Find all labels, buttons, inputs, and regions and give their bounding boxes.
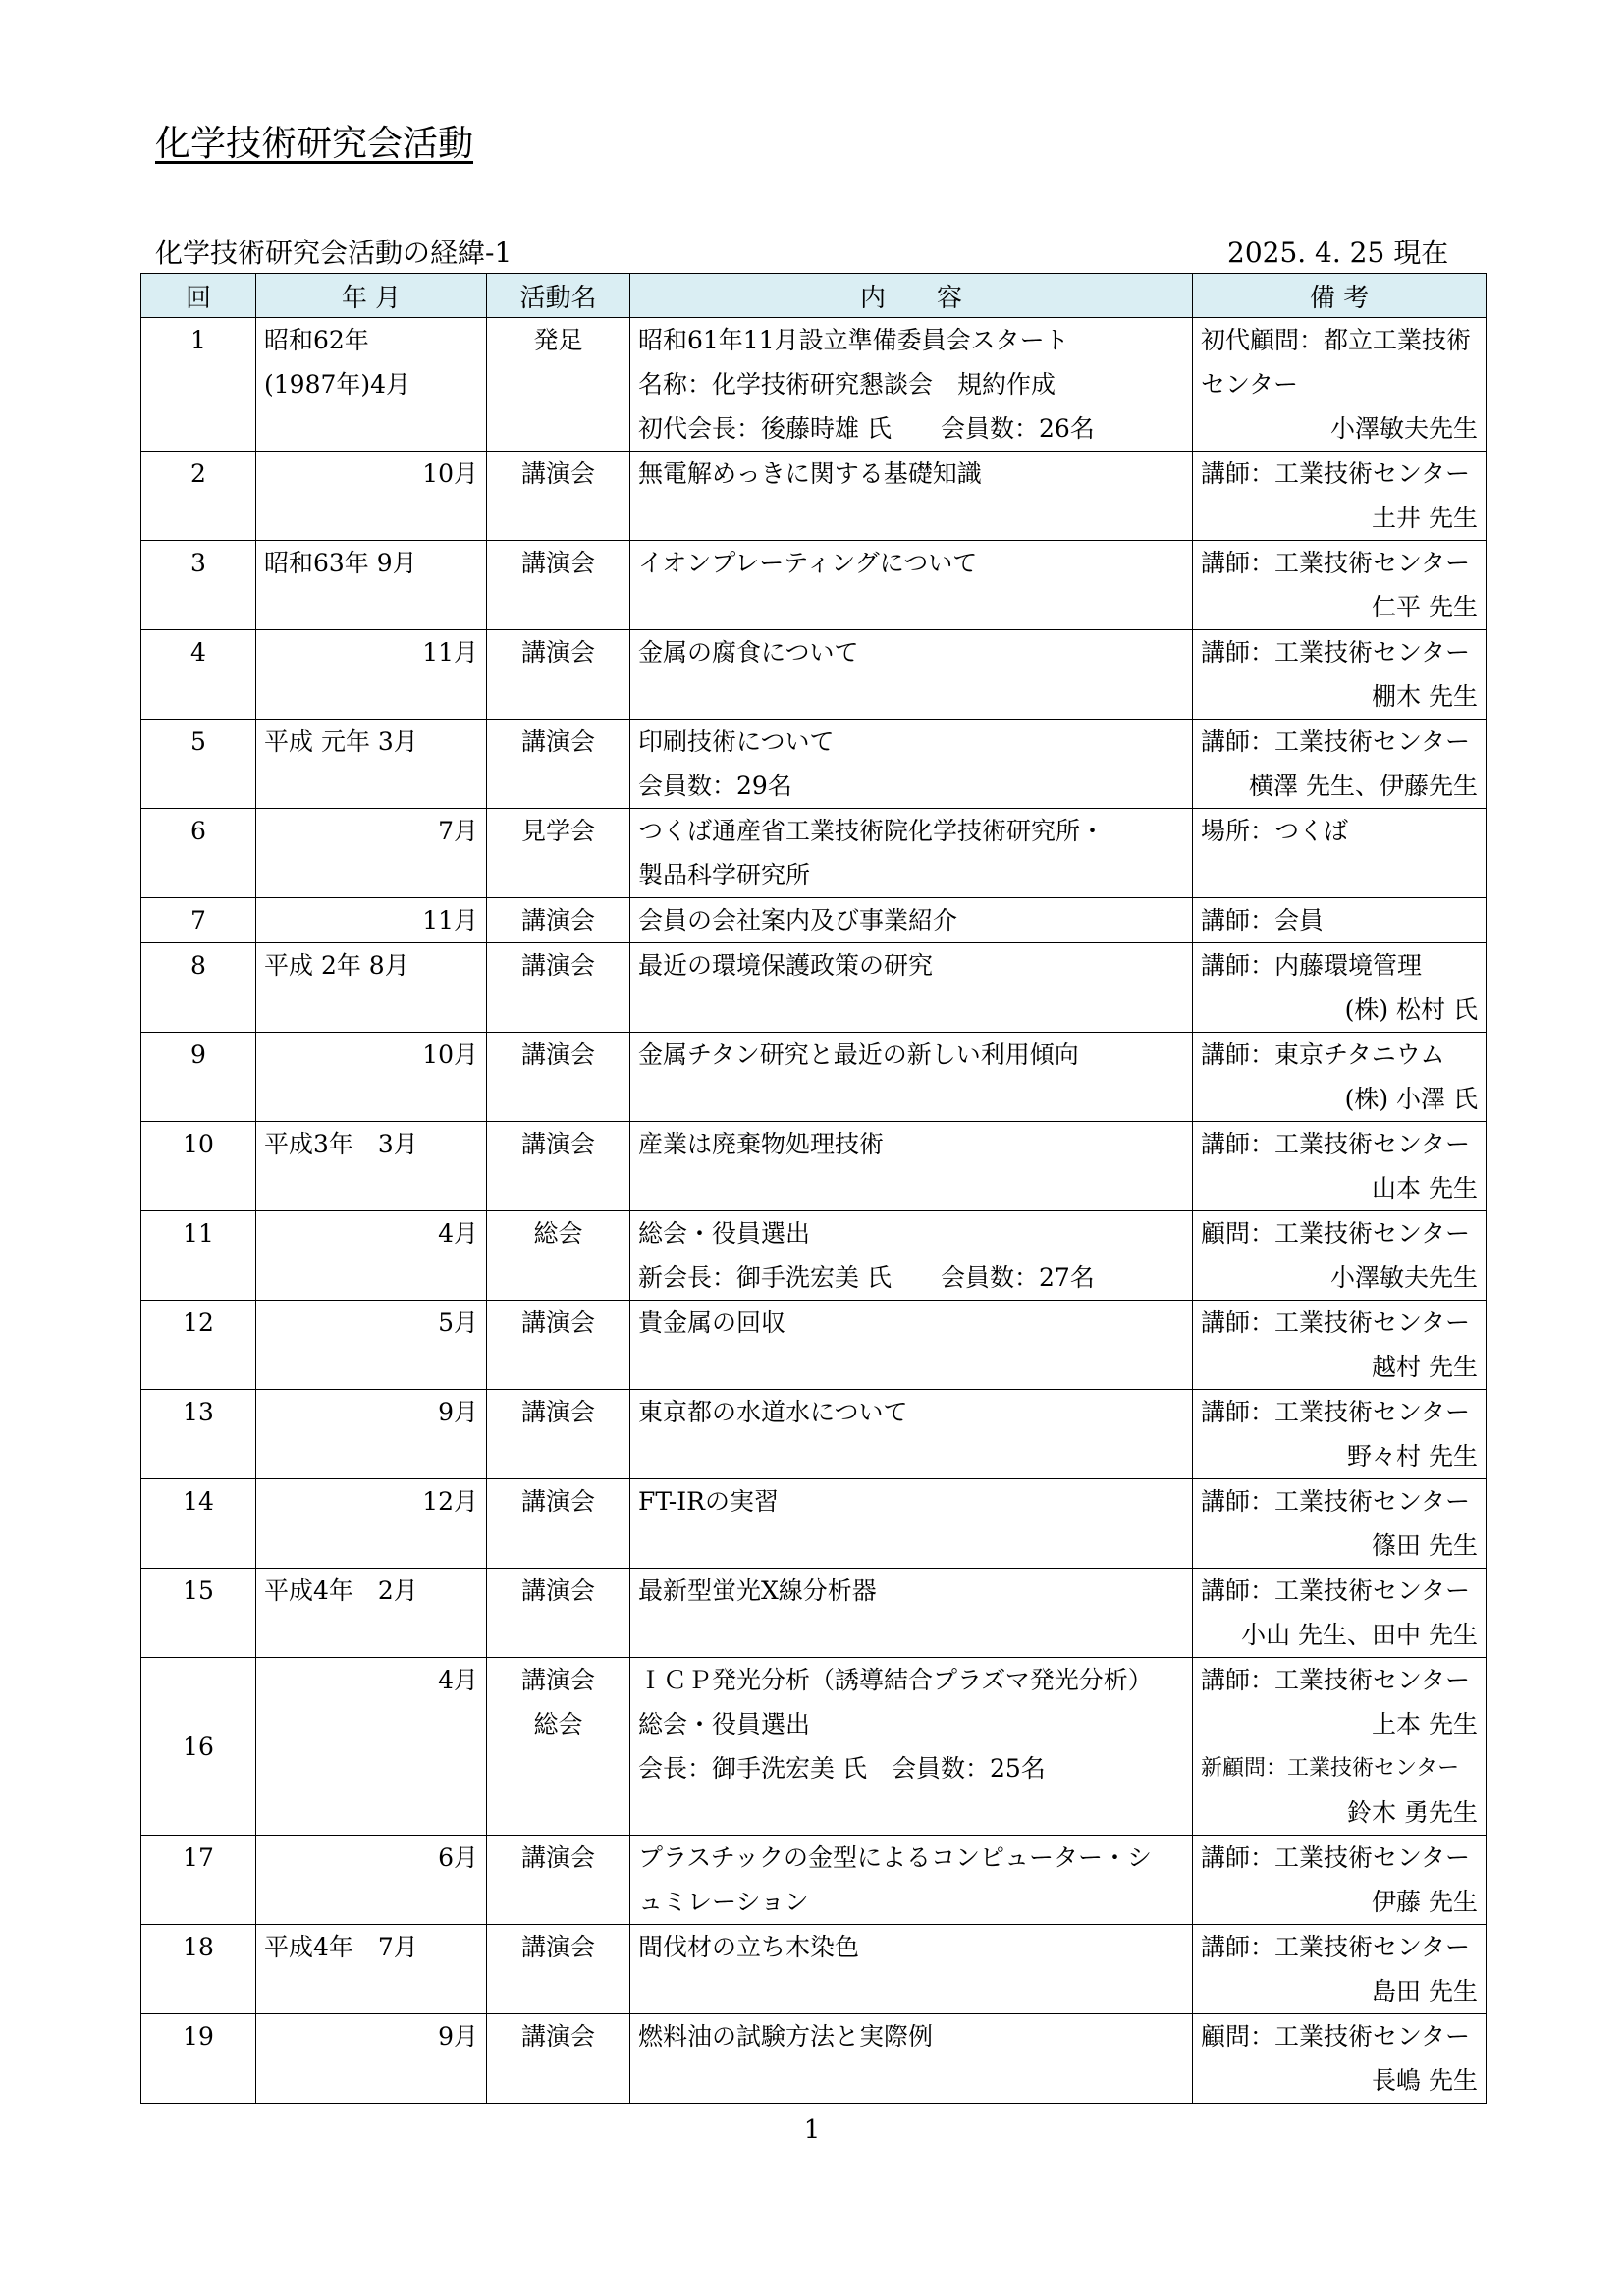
remarks-text: 顧問：工業技術センター (1201, 2022, 1471, 2051)
activity-name: 講演会 (520, 906, 595, 934)
content-text: 金属の腐食について (638, 638, 859, 667)
year-month-text: (1987年)4月 (264, 370, 411, 399)
cell-remarks (1193, 1390, 1487, 1479)
cell-remarks (1193, 2014, 1487, 2104)
activity-name: 講演会 (520, 1843, 595, 1872)
cell-number (141, 1658, 256, 1836)
content-text: 東京都の水道水について (638, 1398, 908, 1426)
cell-activity (487, 452, 630, 541)
cell-number (141, 898, 256, 943)
cell-activity (487, 898, 630, 943)
row-number: 7 (190, 906, 206, 934)
cell-year-month (256, 541, 487, 630)
content-text: イオンプレーティングについて (638, 549, 978, 577)
cell-content (630, 1658, 1193, 1836)
content-text: 印刷技術について (638, 727, 835, 756)
row-number: 8 (190, 951, 206, 980)
year-month-text: 10月 (422, 459, 478, 488)
activity-name: 講演会 (520, 1576, 595, 1605)
cell-content (630, 1301, 1193, 1390)
remarks-text: 初代顧問：都立工業技術 (1201, 326, 1472, 354)
remarks-text: 講師：工業技術センター (1201, 1130, 1471, 1158)
year-month-text: 4月 (438, 1219, 478, 1248)
remarks-text: 棚木 先生 (1372, 682, 1478, 711)
cell-year-month (256, 1658, 487, 1836)
cell-activity (487, 943, 630, 1033)
cell-number (141, 630, 256, 720)
cell-content (630, 809, 1193, 898)
remarks-text: 越村 先生 (1372, 1353, 1478, 1381)
cell-remarks (1193, 541, 1487, 630)
activity-name: 総会 (533, 1710, 583, 1738)
cell-number (141, 943, 256, 1033)
year-month-text: 平成4年 2月 (264, 1576, 418, 1605)
remarks-text: センター (1201, 370, 1299, 399)
cell-year-month (256, 943, 487, 1033)
content-text: 最近の環境保護政策の研究 (638, 951, 934, 980)
activity-name: 総会 (533, 1219, 583, 1248)
year-month-text: 平成 元年 3月 (264, 727, 418, 756)
cell-year-month (256, 318, 487, 452)
row-number: 9 (190, 1041, 206, 1069)
row-number: 4 (190, 638, 206, 667)
content-text: 間伐材の立ち木染色 (638, 1933, 860, 1961)
content-text: プラスチックの金型によるコンピューター・シ (638, 1843, 1153, 1872)
table-row (141, 898, 1487, 943)
cell-remarks (1193, 809, 1487, 898)
remarks-text: 山本 先生 (1372, 1174, 1478, 1202)
cell-year-month (256, 630, 487, 720)
activity-name: 講演会 (520, 951, 595, 980)
remarks-text: 鈴木 勇先生 (1347, 1798, 1478, 1827)
table-row (141, 1569, 1487, 1658)
activity-name: 講演会 (520, 1041, 595, 1069)
remarks-text: 講師：工業技術センター (1201, 1933, 1471, 1961)
remarks-text: 講師：東京チタニウム (1201, 1041, 1445, 1069)
cell-activity (487, 2014, 630, 2104)
cell-year-month (256, 1925, 487, 2014)
content-text: 貴金属の回収 (638, 1308, 786, 1337)
cell-number (141, 720, 256, 809)
cell-number (141, 809, 256, 898)
activity-name: 講演会 (520, 459, 595, 488)
remarks-text: 横澤 先生、伊藤先生 (1249, 772, 1478, 800)
remarks-text: 講師：工業技術センター (1201, 1398, 1471, 1426)
cell-remarks (1193, 1211, 1487, 1301)
table-row (141, 630, 1487, 720)
as-of-date: 2025. 4. 25 現在 (1227, 237, 1449, 269)
cell-content (630, 1390, 1193, 1479)
content-text: つくば通産省工業技術院化学技術研究所・ (638, 817, 1106, 845)
remarks-text: 講師：会員 (1201, 906, 1325, 934)
row-number: 16 (183, 1732, 214, 1761)
cell-year-month (256, 1836, 487, 1925)
cell-number (141, 1301, 256, 1390)
row-number: 1 (190, 326, 206, 354)
activity-name: 講演会 (520, 638, 595, 667)
cell-content (630, 720, 1193, 809)
table-row (141, 1836, 1487, 1925)
row-number: 10 (183, 1130, 214, 1158)
cell-content (630, 1836, 1193, 1925)
row-number: 2 (190, 459, 206, 488)
table-row (141, 2014, 1487, 2104)
cell-content (630, 2014, 1193, 2104)
cell-year-month (256, 1301, 487, 1390)
year-month-text: 11月 (422, 906, 478, 934)
content-text: 昭和61年11月設立準備委員会スタート (638, 326, 1069, 354)
year-month-text: 平成 2年 8月 (264, 951, 409, 980)
cell-content (630, 898, 1193, 943)
row-number: 19 (183, 2022, 214, 2051)
cell-activity (487, 1658, 630, 1836)
page-number: 1 (803, 2115, 821, 2145)
table-row (141, 318, 1487, 452)
table-row (141, 1301, 1487, 1390)
table-row (141, 452, 1487, 541)
activity-name: 講演会 (520, 1308, 595, 1337)
remarks-text: 新顧問：工業技術センター (1201, 1756, 1460, 1781)
cell-content (630, 1033, 1193, 1122)
table-row (141, 1390, 1487, 1479)
content-text: 最新型蛍光X線分析器 (638, 1576, 877, 1605)
cell-remarks (1193, 898, 1487, 943)
cell-content (630, 452, 1193, 541)
row-number: 12 (183, 1308, 214, 1337)
cell-year-month (256, 1122, 487, 1211)
table-row (141, 1211, 1487, 1301)
cell-number (141, 318, 256, 452)
cell-activity (487, 541, 630, 630)
remarks-text: 島田 先生 (1372, 1977, 1478, 2005)
remarks-text: 仁平 先生 (1372, 593, 1478, 621)
content-text: 会長：御手洗宏美 氏 会員数：25名 (638, 1754, 1046, 1783)
cell-remarks (1193, 630, 1487, 720)
table-row (141, 1122, 1487, 1211)
remarks-text: (株) 小澤 氏 (1344, 1085, 1478, 1113)
row-number: 13 (183, 1398, 214, 1426)
activity-name: 講演会 (520, 1398, 595, 1426)
cell-number (141, 452, 256, 541)
table-row (141, 1925, 1487, 2014)
content-text: 会員の会社案内及び事業紹介 (638, 906, 958, 934)
year-month-text: 6月 (438, 1843, 478, 1872)
content-text: 製品科学研究所 (638, 861, 811, 889)
content-text: 総会・役員選出 (638, 1219, 811, 1248)
content-text: 産業は廃棄物処理技術 (638, 1130, 885, 1158)
cell-year-month (256, 1390, 487, 1479)
row-number: 18 (183, 1933, 214, 1961)
cell-content (630, 943, 1193, 1033)
cell-remarks (1193, 1033, 1487, 1122)
remarks-text: 講師：工業技術センター (1201, 1308, 1471, 1337)
cell-number (141, 2014, 256, 2104)
cell-number (141, 541, 256, 630)
remarks-text: 上本 先生 (1372, 1710, 1478, 1738)
cell-remarks (1193, 1301, 1487, 1390)
remarks-text: 小山 先生、田中 先生 (1241, 1621, 1478, 1649)
cell-content (630, 1211, 1193, 1301)
cell-activity (487, 1211, 630, 1301)
cell-remarks (1193, 318, 1487, 452)
row-number: 5 (190, 727, 206, 756)
cell-activity (487, 809, 630, 898)
table-row (141, 809, 1487, 898)
year-month-text: 10月 (422, 1041, 478, 1069)
table-header-row (141, 274, 1487, 318)
cell-activity (487, 1479, 630, 1569)
remarks-text: 小澤敏夫先生 (1329, 414, 1478, 443)
cell-year-month (256, 1569, 487, 1658)
content-text: 金属チタン研究と最近の新しい利用傾向 (638, 1041, 1079, 1069)
cell-activity (487, 1122, 630, 1211)
cell-activity (487, 318, 630, 452)
cell-year-month (256, 1211, 487, 1301)
cell-year-month (256, 809, 487, 898)
remarks-text: 長嶋 先生 (1372, 2066, 1478, 2095)
cell-activity (487, 1033, 630, 1122)
content-text: 名称：化学技術研究懇談会 規約作成 (638, 370, 1056, 399)
page-title: 化学技術研究会活動 (155, 124, 474, 164)
remarks-text: 講師：工業技術センター (1201, 1576, 1471, 1605)
header-year-month: 年 月 (256, 274, 487, 318)
cell-year-month (256, 1479, 487, 1569)
header-content: 内 容 (630, 274, 1193, 318)
cell-year-month (256, 898, 487, 943)
cell-number (141, 1479, 256, 1569)
year-month-text: 平成4年 7月 (264, 1933, 418, 1961)
cell-activity (487, 720, 630, 809)
header-number: 回 (141, 274, 256, 318)
cell-remarks (1193, 1122, 1487, 1211)
remarks-text: 小澤敏夫先生 (1329, 1263, 1478, 1292)
remarks-text: 土井 先生 (1372, 504, 1478, 532)
activity-name: 講演会 (520, 549, 595, 577)
cell-remarks (1193, 1569, 1487, 1658)
cell-number (141, 1211, 256, 1301)
cell-remarks (1193, 943, 1487, 1033)
table-subtitle: 化学技術研究会活動の経緯-1 (155, 237, 513, 269)
row-number: 6 (190, 817, 206, 845)
remarks-text: 場所：つくば (1201, 817, 1349, 845)
table-row (141, 541, 1487, 630)
content-text: 無電解めっきに関する基礎知識 (638, 459, 982, 488)
remarks-text: 講師：工業技術センター (1201, 1666, 1471, 1694)
activity-name: 講演会 (520, 727, 595, 756)
cell-content (630, 318, 1193, 452)
remarks-text: 講師：工業技術センター (1201, 459, 1471, 488)
remarks-text: 篠田 先生 (1372, 1531, 1478, 1560)
cell-remarks (1193, 1658, 1487, 1836)
cell-remarks (1193, 1479, 1487, 1569)
remarks-text: 講師：工業技術センター (1201, 727, 1471, 756)
content-text: ュミレーション (638, 1888, 810, 1916)
row-number: 14 (183, 1487, 214, 1516)
year-month-text: 5月 (438, 1308, 478, 1337)
activity-name: 見学会 (520, 817, 595, 845)
remarks-text: 講師：工業技術センター (1201, 549, 1471, 577)
cell-remarks (1193, 1925, 1487, 2014)
remarks-text: 講師：工業技術センター (1201, 1843, 1471, 1872)
cell-year-month (256, 2014, 487, 2104)
cell-activity (487, 1390, 630, 1479)
cell-number (141, 1925, 256, 2014)
cell-number (141, 1390, 256, 1479)
table-row (141, 1479, 1487, 1569)
cell-number (141, 1836, 256, 1925)
remarks-text: 講師：内藤環境管理 (1201, 951, 1423, 980)
cell-activity (487, 1836, 630, 1925)
cell-number (141, 1122, 256, 1211)
content-text: FT-IRの実習 (638, 1487, 779, 1516)
table-row (141, 1658, 1487, 1836)
table-body (141, 318, 1487, 2104)
cell-activity (487, 630, 630, 720)
year-month-text: 12月 (422, 1487, 478, 1516)
year-month-text: 7月 (438, 817, 478, 845)
cell-remarks (1193, 452, 1487, 541)
row-number: 15 (183, 1576, 214, 1605)
cell-activity (487, 1925, 630, 2014)
year-month-text: 平成3年 3月 (264, 1130, 418, 1158)
header-remarks: 備 考 (1193, 274, 1487, 318)
table-row (141, 943, 1487, 1033)
year-month-text: 9月 (438, 2022, 478, 2051)
cell-content (630, 1569, 1193, 1658)
cell-remarks (1193, 720, 1487, 809)
row-number: 3 (190, 549, 206, 577)
content-text: 総会・役員選出 (638, 1710, 811, 1738)
year-month-text: 昭和63年 9月 (264, 549, 417, 577)
remarks-text: 講師：工業技術センター (1201, 638, 1471, 667)
cell-content (630, 630, 1193, 720)
cell-activity (487, 1301, 630, 1390)
row-number: 17 (183, 1843, 214, 1872)
table-row (141, 1033, 1487, 1122)
cell-content (630, 1122, 1193, 1211)
cell-year-month (256, 720, 487, 809)
cell-content (630, 1925, 1193, 2014)
activity-name: 講演会 (520, 1933, 595, 1961)
year-month-text: 11月 (422, 638, 478, 667)
activity-name: 講演会 (520, 1666, 595, 1694)
table-row (141, 720, 1487, 809)
cell-number (141, 1033, 256, 1122)
cell-year-month (256, 1033, 487, 1122)
activity-name: 講演会 (520, 2022, 595, 2051)
year-month-text: 9月 (438, 1398, 478, 1426)
activity-name: 講演会 (520, 1130, 595, 1158)
row-number: 11 (183, 1219, 214, 1248)
content-text: 燃料油の試験方法と実際例 (638, 2022, 934, 2051)
cell-remarks (1193, 1836, 1487, 1925)
remarks-text: 講師：工業技術センター (1201, 1487, 1471, 1516)
activity-history-table (140, 273, 1487, 2104)
activity-name: 発足 (533, 326, 583, 354)
year-month-text: 4月 (438, 1666, 478, 1694)
cell-activity (487, 1569, 630, 1658)
remarks-text: 野々村 先生 (1347, 1442, 1478, 1470)
year-month-text: 昭和62年 (264, 326, 369, 354)
content-text: 新会長：御手洗宏美 氏 会員数：27名 (638, 1263, 1095, 1292)
remarks-text: 伊藤 先生 (1372, 1888, 1478, 1916)
remarks-text: (株) 松村 氏 (1344, 995, 1478, 1024)
cell-number (141, 1569, 256, 1658)
cell-year-month (256, 452, 487, 541)
header-activity: 活動名 (487, 274, 630, 318)
remarks-text: 顧問：工業技術センター (1201, 1219, 1471, 1248)
content-text: 会員数：29名 (638, 772, 792, 800)
cell-content (630, 1479, 1193, 1569)
cell-content (630, 541, 1193, 630)
content-text: 初代会長：後藤時雄 氏 会員数：26名 (638, 414, 1095, 443)
activity-name: 講演会 (520, 1487, 595, 1516)
content-text: ＩＣＰ発光分析（誘導結合プラズマ発光分析） (638, 1666, 1153, 1694)
